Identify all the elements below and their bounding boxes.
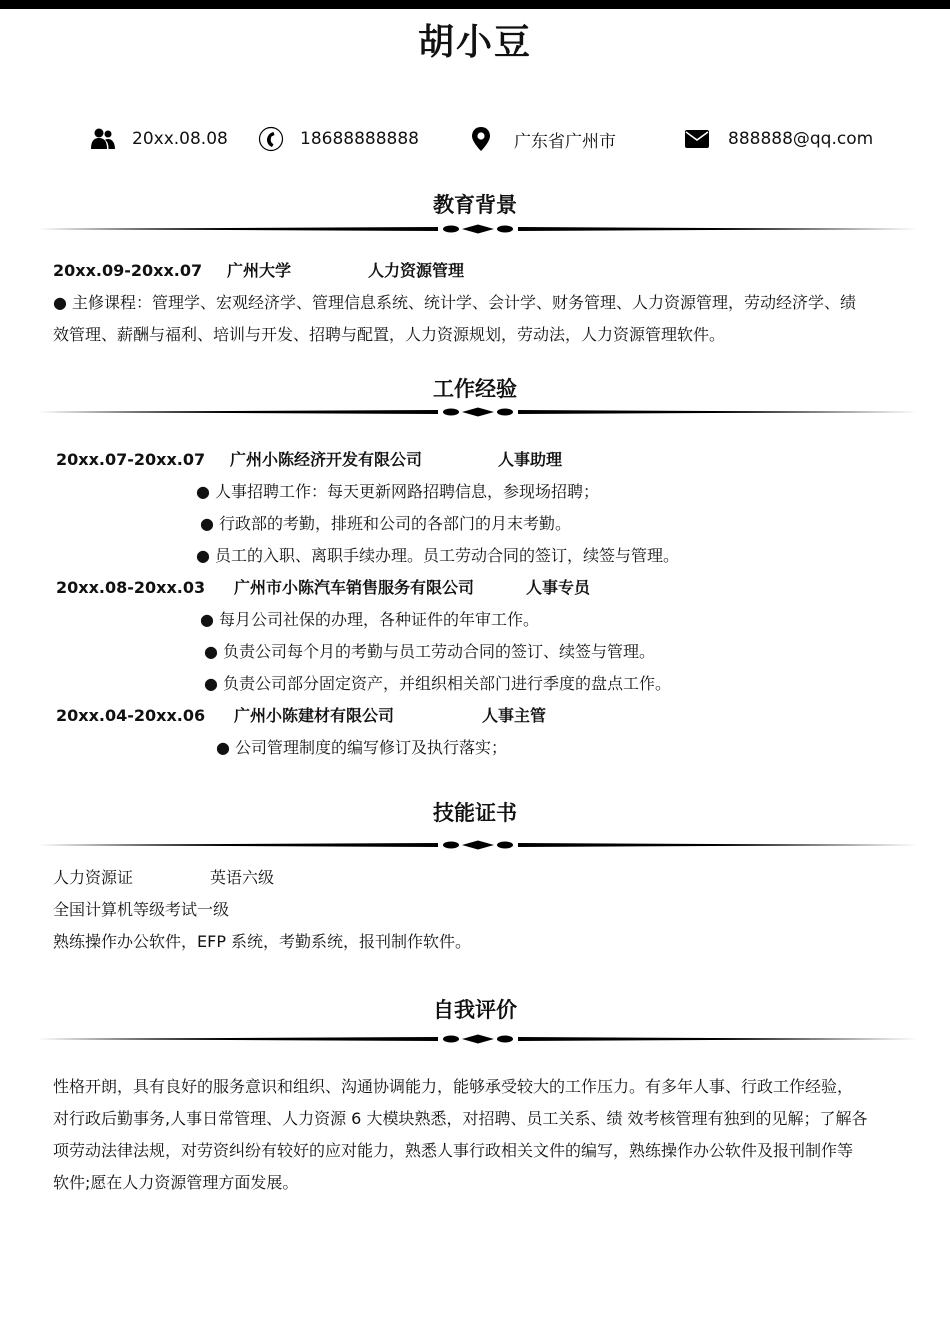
job-duty: ● 负责公司部分固定资产，并组织相关部门进行季度的盘点工作。 (204, 674, 672, 693)
location-text: 广东省广州市 (514, 131, 616, 152)
contact-phone (258, 124, 419, 154)
contact-location (468, 124, 616, 154)
edu-major: 人力资源管理 (368, 261, 465, 280)
job-period: 20xx.07-20xx.07 (56, 450, 206, 469)
job-period: 20xx.08-20xx.03 (56, 578, 206, 597)
job-duty: ● 每月公司社保的办理，各种证件的年审工作。 (200, 610, 540, 629)
phone-number: 18688888888 (300, 129, 419, 149)
envelope-icon (684, 126, 710, 152)
edu-courses-line-1: ● 主修课程：管理学、宏观经济学、管理信息系统、统计学、会计学、财务管理、人力资源管理，劳动经济学、绩 (53, 293, 857, 312)
skill-cert: 英语六级 (210, 868, 275, 887)
section-divider (38, 406, 918, 418)
self-eval-line: 项劳动法律法规，对劳资纠纷有较好的应对能力，熟悉人事行政相关文件的编写，熟练操作办公软件及报刊制作等 (53, 1141, 854, 1160)
job-period: 20xx.04-20xx.06 (56, 706, 206, 725)
section-title-self-eval: 自我评价 (433, 998, 517, 1022)
job-company: 广州小陈建材有限公司 (234, 706, 395, 725)
job-duty: ● 员工的入职、离职手续办理。员工劳动合同的签订，续签与管理。 (196, 546, 680, 565)
self-eval-line: 性格开朗，具有良好的服务意识和组织、沟通协调能力，能够承受较大的工作压力。有多年人事、行政工作经验， (53, 1077, 854, 1096)
edu-period: 20xx.09-20xx.07 (53, 261, 203, 280)
user-group-icon (90, 126, 116, 152)
section-title-skills: 技能证书 (433, 801, 517, 825)
skill-line: 全国计算机等级考试一级 (53, 900, 230, 919)
edu-school: 广州大学 (227, 261, 292, 280)
self-eval-line: 对行政后勤事务,人事日常管理、人力资源 6 大模块熟悉，对招聘、员工关系、绩 效考核管理有独到的见解；了解各 (53, 1109, 868, 1128)
job-duty: ● 人事招聘工作：每天更新网路招聘信息，参现场招聘； (196, 482, 600, 501)
section-title-education: 教育背景 (433, 193, 517, 217)
edu-courses-line-2: 效管理、薪酬与福利、培训与开发、招聘与配置，人力资源规划，劳动法，人力资源管理软件。 (53, 325, 726, 344)
job-duty: ● 负责公司每个月的考勤与员工劳动合同的签订、续签与管理。 (204, 642, 656, 661)
job-position: 人事助理 (498, 450, 563, 469)
job-position: 人事专员 (526, 578, 591, 597)
section-divider (38, 839, 918, 851)
email-text: 888888@qq.com (728, 129, 874, 149)
resume-name: 胡小豆 (417, 22, 532, 63)
job-company: 广州市小陈汽车销售服务有限公司 (234, 578, 475, 597)
phone-icon (258, 126, 284, 152)
skill-line: 熟练操作办公软件，EFP 系统，考勤系统，报刊制作软件。 (53, 932, 472, 951)
job-position: 人事主管 (482, 706, 547, 725)
self-eval-line: 软件;愿在人力资源管理方面发展。 (53, 1173, 299, 1192)
birth-date: 20xx.08.08 (132, 129, 228, 149)
job-duty: ● 行政部的考勤，排班和公司的各部门的月末考勤。 (200, 514, 572, 533)
skill-cert: 人力资源证 (53, 868, 134, 887)
section-divider (38, 223, 918, 235)
job-company: 广州小陈经济开发有限公司 (230, 450, 423, 469)
section-title-work: 工作经验 (433, 377, 517, 401)
contact-email (684, 124, 873, 154)
location-pin-icon (468, 126, 494, 152)
section-divider (38, 1033, 918, 1045)
top-border-bar (0, 0, 950, 9)
contact-birth (90, 124, 228, 154)
job-duty: ● 公司管理制度的编写修订及执行落实； (216, 738, 508, 757)
